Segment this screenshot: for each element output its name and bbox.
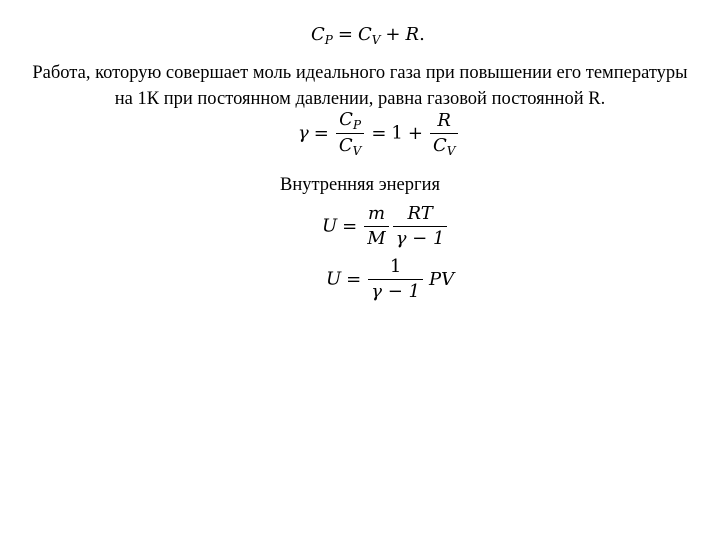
fraction-denominator: γ − 1 xyxy=(368,279,423,302)
fraction-numerator: 1 xyxy=(389,256,402,277)
fraction-m-over-m xyxy=(364,204,388,249)
subscript-p: P xyxy=(352,118,362,132)
fraction-denominator xyxy=(430,133,458,157)
fraction-rt-over-gamma xyxy=(393,204,448,249)
subscript-p: P xyxy=(324,33,333,47)
fraction-numerator: m xyxy=(367,203,386,224)
symbol-u: U xyxy=(322,215,338,237)
fraction-denominator: M xyxy=(364,226,388,249)
fraction-cp-over-cv xyxy=(336,110,364,157)
equation-internal-energy-mass xyxy=(322,204,449,249)
symbol-c: C xyxy=(432,134,447,156)
fraction-one-over-gamma xyxy=(368,257,423,302)
fraction-numerator: R xyxy=(437,109,451,131)
symbol-gamma: γ xyxy=(298,122,309,144)
equals-sign: = xyxy=(313,122,329,144)
heading-internal-energy: Внутренняя энергия xyxy=(279,175,440,195)
symbol-c: C xyxy=(338,135,353,156)
period: . xyxy=(419,24,425,45)
equation-mayer xyxy=(311,24,425,45)
equation-adiabatic-index xyxy=(298,110,460,157)
symbol-c: C xyxy=(357,24,372,45)
fraction-numerator: RT xyxy=(407,203,433,224)
symbol-pv: PV xyxy=(429,268,455,290)
equals-sign: = xyxy=(346,268,362,290)
symbol-c: C xyxy=(311,24,325,45)
subscript-v: V xyxy=(352,144,362,158)
symbol-u: U xyxy=(326,268,342,290)
number-one: 1 xyxy=(391,122,403,144)
symbol-c: C xyxy=(339,109,353,130)
subscript-v: V xyxy=(446,143,456,158)
equals-sign: = xyxy=(342,215,358,237)
subscript-v: V xyxy=(371,33,381,47)
symbol-r: R xyxy=(405,24,420,45)
equals-sign: = xyxy=(337,24,353,45)
plus-sign: + xyxy=(407,122,423,144)
fraction-denominator xyxy=(336,133,364,157)
plus-sign: + xyxy=(385,24,401,45)
fraction-numerator xyxy=(336,110,364,133)
equation-internal-energy-pv xyxy=(326,257,454,302)
paragraph-work-definition: Работа, которую совершает моль идеального газа при повышении его температуры на 1К при постоянном давлении, равна газовой постоянной R. xyxy=(32,63,688,109)
fraction-denominator: γ − 1 xyxy=(393,226,448,249)
fraction-r-over-cv xyxy=(430,111,458,157)
equals-sign: = xyxy=(371,122,387,144)
